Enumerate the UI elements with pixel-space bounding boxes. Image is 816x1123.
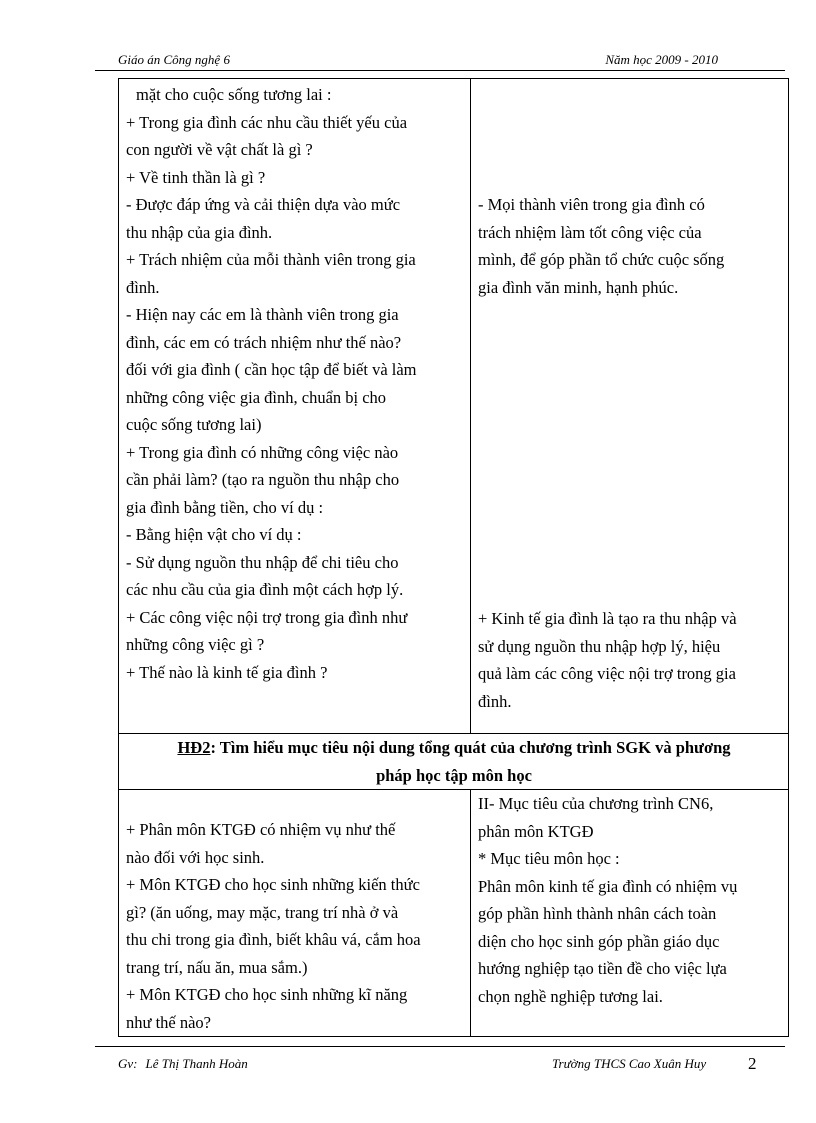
- section1-right-line: gia đình văn minh, hạnh phúc.: [478, 277, 679, 297]
- page-header: [118, 52, 780, 70]
- table-row: [119, 79, 789, 734]
- section2-left-line: gì? (ăn uống, may mặc, trang trí nhà ở và: [126, 902, 399, 922]
- section2-left-line: thu chi trong gia đình, biết khâu vá, cắm hoa: [126, 930, 421, 949]
- section1-left-line: con người về vật chất là gì ?: [126, 140, 313, 159]
- section1-left-line: + Trong gia đình các nhu cầu thiết yếu của: [126, 112, 408, 132]
- section1-left-line: - Hiện nay các em là thành viên trong gia: [126, 305, 399, 324]
- section2-left-line: nào đối với học sinh.: [126, 847, 265, 867]
- section1-left-line: cần phải làm? (tạo ra nguồn thu nhập cho: [126, 470, 400, 489]
- activity2-label: HĐ2: [177, 738, 211, 757]
- section1-left-line: thu nhập của gia đình.: [126, 222, 273, 242]
- section2-right-cell: [471, 790, 789, 1037]
- section1-left-line: + Về tinh thần là gì ?: [126, 167, 266, 187]
- section2-right-line: diện cho học sinh góp phần giáo dục: [478, 931, 720, 951]
- section1-right-cell: [471, 79, 789, 734]
- section1-left-line: những công việc gì ?: [126, 635, 265, 654]
- section1-left-line: mặt cho cuộc sống tương lai :: [136, 85, 332, 104]
- footer-rule: [95, 1046, 785, 1047]
- section1-right-line: quả làm các công việc nội trợ trong gia: [478, 664, 736, 683]
- section1-right-line: - Mọi thành viên trong gia đình có: [478, 195, 705, 214]
- section2-right-line: II- Mục tiêu của chương trình CN6,: [478, 794, 714, 813]
- section1-left-line: - Bằng hiện vật cho ví dụ :: [126, 525, 302, 544]
- section1-left-line: những công việc gia đình, chuẩn bị cho: [126, 387, 387, 407]
- activity2-title-line1: : Tìm hiểu mục tiêu nội dung tổng quát của chương trình SGK và phương: [210, 738, 731, 757]
- section1-right-line: đình.: [478, 691, 512, 711]
- activity2-title-line2: pháp học tập môn học: [376, 765, 532, 785]
- footer-school: Trường THCS Cao Xuân Huy: [552, 1056, 707, 1071]
- section1-right-line: + Kinh tế gia đình là tạo ra thu nhập và: [478, 609, 737, 628]
- section1-left-line: - Được đáp ứng và cải thiện dựa vào mức: [126, 195, 401, 214]
- section1-left-line: cuộc sống tương lai): [126, 415, 262, 434]
- section1-left-line: + Trong gia đình có những công việc nào: [126, 442, 399, 462]
- header-rule: [95, 70, 785, 71]
- section1-left-cell: [119, 79, 471, 734]
- section2-right-line: chọn nghề nghiệp tương lai.: [478, 986, 663, 1006]
- page-number: 2: [748, 1054, 757, 1073]
- section1-left-line: + Trách nhiệm của mỗi thành viên trong gia: [126, 250, 416, 269]
- table-row: [119, 790, 789, 1037]
- section2-left-line: trang trí, nấu ăn, mua sắm.): [126, 957, 308, 977]
- section1-left-line: + Thế nào là kinh tế gia đình ?: [126, 662, 328, 682]
- section2-left-line: + Môn KTGĐ cho học sinh những kĩ năng: [126, 985, 408, 1004]
- section1-left-line: đình.: [126, 277, 160, 297]
- header-school-year: Năm học 2009 - 2010: [605, 52, 718, 67]
- teacher-label: Gv:: [118, 1056, 138, 1071]
- section2-right-line: phân môn KTGĐ: [478, 821, 594, 841]
- section2-right-line: góp phần hình thành nhân cách toàn: [478, 904, 717, 923]
- section2-left-cell: [119, 790, 471, 1037]
- section2-right-line: * Mục tiêu môn học :: [478, 849, 620, 868]
- section2-right-line: Phân môn kinh tế gia đình có nhiệm vụ: [478, 876, 738, 896]
- section1-right-line: mình, để góp phần tổ chức cuộc sống: [478, 250, 725, 269]
- activity2-heading: [119, 734, 789, 790]
- section1-left-line: đình, các em có trách nhiệm như thế nào?: [126, 332, 402, 352]
- page-footer: [118, 1054, 768, 1076]
- teacher-name: Lê Thị Thanh Hoàn: [145, 1056, 248, 1071]
- section1-left-line: gia đình bằng tiền, cho ví dụ :: [126, 497, 324, 517]
- lesson-table: [118, 78, 789, 1037]
- section1-right-line: sử dụng nguồn thu nhập hợp lý, hiệu: [478, 636, 721, 656]
- section2-right-line: hướng nghiệp tạo tiền đề cho việc lựa: [478, 959, 727, 978]
- table-row: [119, 734, 789, 790]
- section2-left-line: + Phân môn KTGĐ có nhiệm vụ như thế: [126, 820, 396, 839]
- section2-left-line: như thế nào?: [126, 1012, 211, 1032]
- section1-left-line: + Các công việc nội trợ trong gia đình như: [126, 607, 408, 627]
- section1-left-line: - Sử dụng nguồn thu nhập để chi tiêu cho: [126, 552, 399, 572]
- header-subject: Giáo án Công nghệ 6: [118, 52, 230, 67]
- section1-left-line: đối với gia đình ( cần học tập để biết và làm: [126, 360, 417, 379]
- footer-teacher: [118, 1056, 248, 1072]
- section2-left-line: + Môn KTGĐ cho học sinh những kiến thức: [126, 875, 420, 894]
- section1-right-line: trách nhiệm làm tốt công việc của: [478, 222, 702, 242]
- section1-left-line: các nhu cầu của gia đình một cách hợp lý.: [126, 580, 404, 599]
